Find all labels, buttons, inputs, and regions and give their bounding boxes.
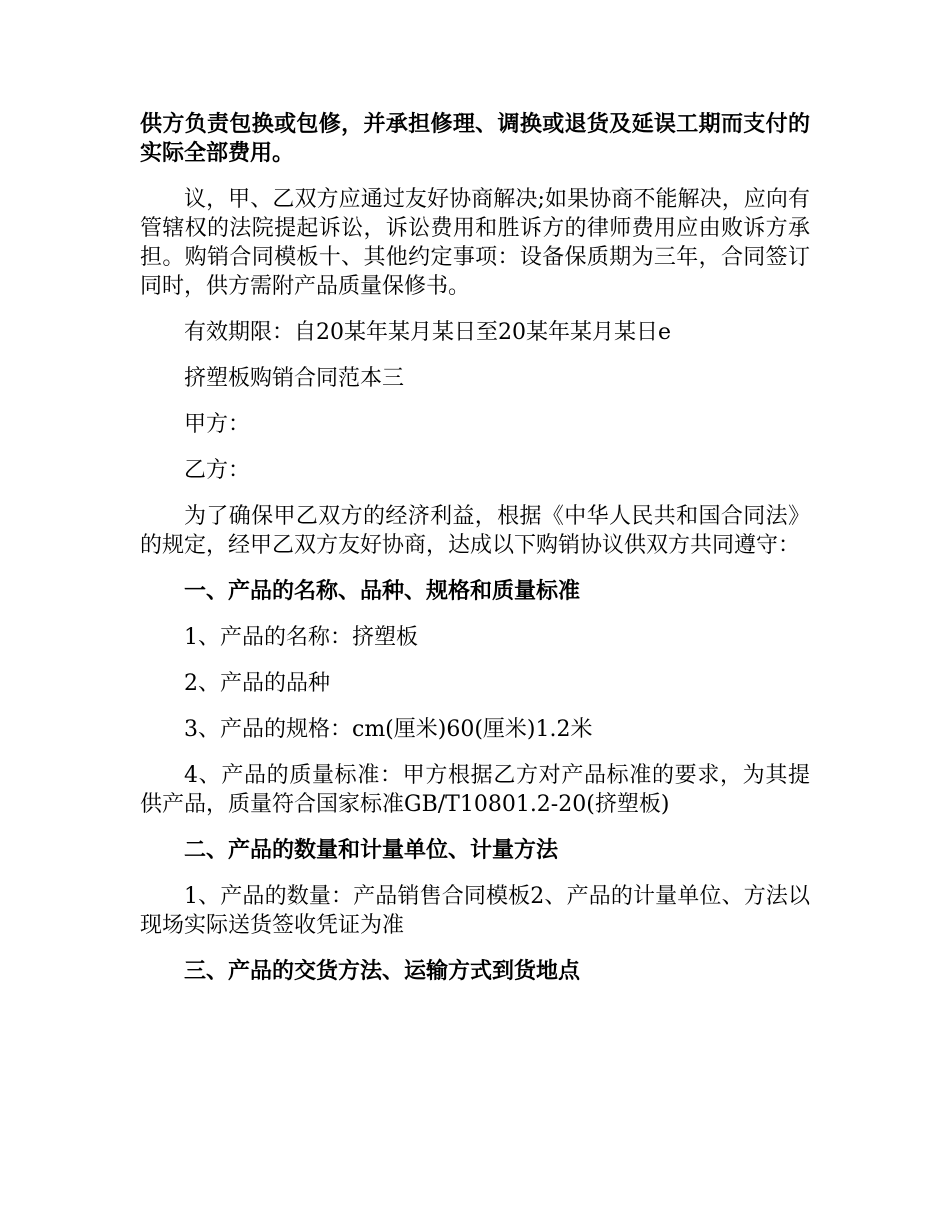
- section-heading-3: 三、产品的交货方法、运输方式到货地点: [184, 959, 581, 984]
- item-quantity: 1、产品的数量：产品销售合同模板2、产品的计量单位、方法以现场实际送货签收凭证为准: [140, 884, 810, 938]
- section-heading-2: 二、产品的数量和计量单位、计量方法: [184, 838, 559, 863]
- document-page: [140, 110, 810, 1003]
- item-product-spec: 3、产品的规格：cm(厘米)60(厘米)1.2米: [184, 717, 593, 742]
- party-b-label: 乙方：: [184, 458, 251, 483]
- party-a-label: 甲方：: [184, 412, 251, 437]
- contract-title: 挤塑板购销合同范本三: [184, 366, 405, 391]
- section-heading-1: 一、产品的名称、品种、规格和质量标准: [184, 579, 581, 604]
- paragraph-validity-period: 有效期限：自20某年某月某日至20某年某月某日e: [184, 320, 672, 345]
- item-quality-standard: 4、产品的质量标准：甲方根据乙方对产品标准的要求，为其提供产品，质量符合国家标准GB/T10801.2-20(挤塑板): [140, 763, 810, 817]
- paragraph-warranty-cost: 供方负责包换或包修，并承担修理、调换或退货及延误工期而支付的实际全部费用。: [140, 112, 810, 166]
- item-product-variety: 2、产品的品种: [184, 671, 330, 696]
- item-product-name: 1、产品的名称：挤塑板: [184, 625, 418, 650]
- paragraph-preamble: 为了确保甲乙双方的经济利益，根据《中华人民共和国合同法》的规定，经甲乙双方友好协商，达成以下购销协议供双方共同遵守：: [140, 504, 810, 558]
- paragraph-dispute-resolution: 议，甲、乙双方应通过友好协商解决;如果协商不能解决，应向有管辖权的法院提起诉讼，诉讼费用和胜诉方的律师费用应由败诉方承担。购销合同模板十、其他约定事项：设备保质期为三年，合同签订同时，供方需附产品质量保修书。: [140, 187, 810, 299]
